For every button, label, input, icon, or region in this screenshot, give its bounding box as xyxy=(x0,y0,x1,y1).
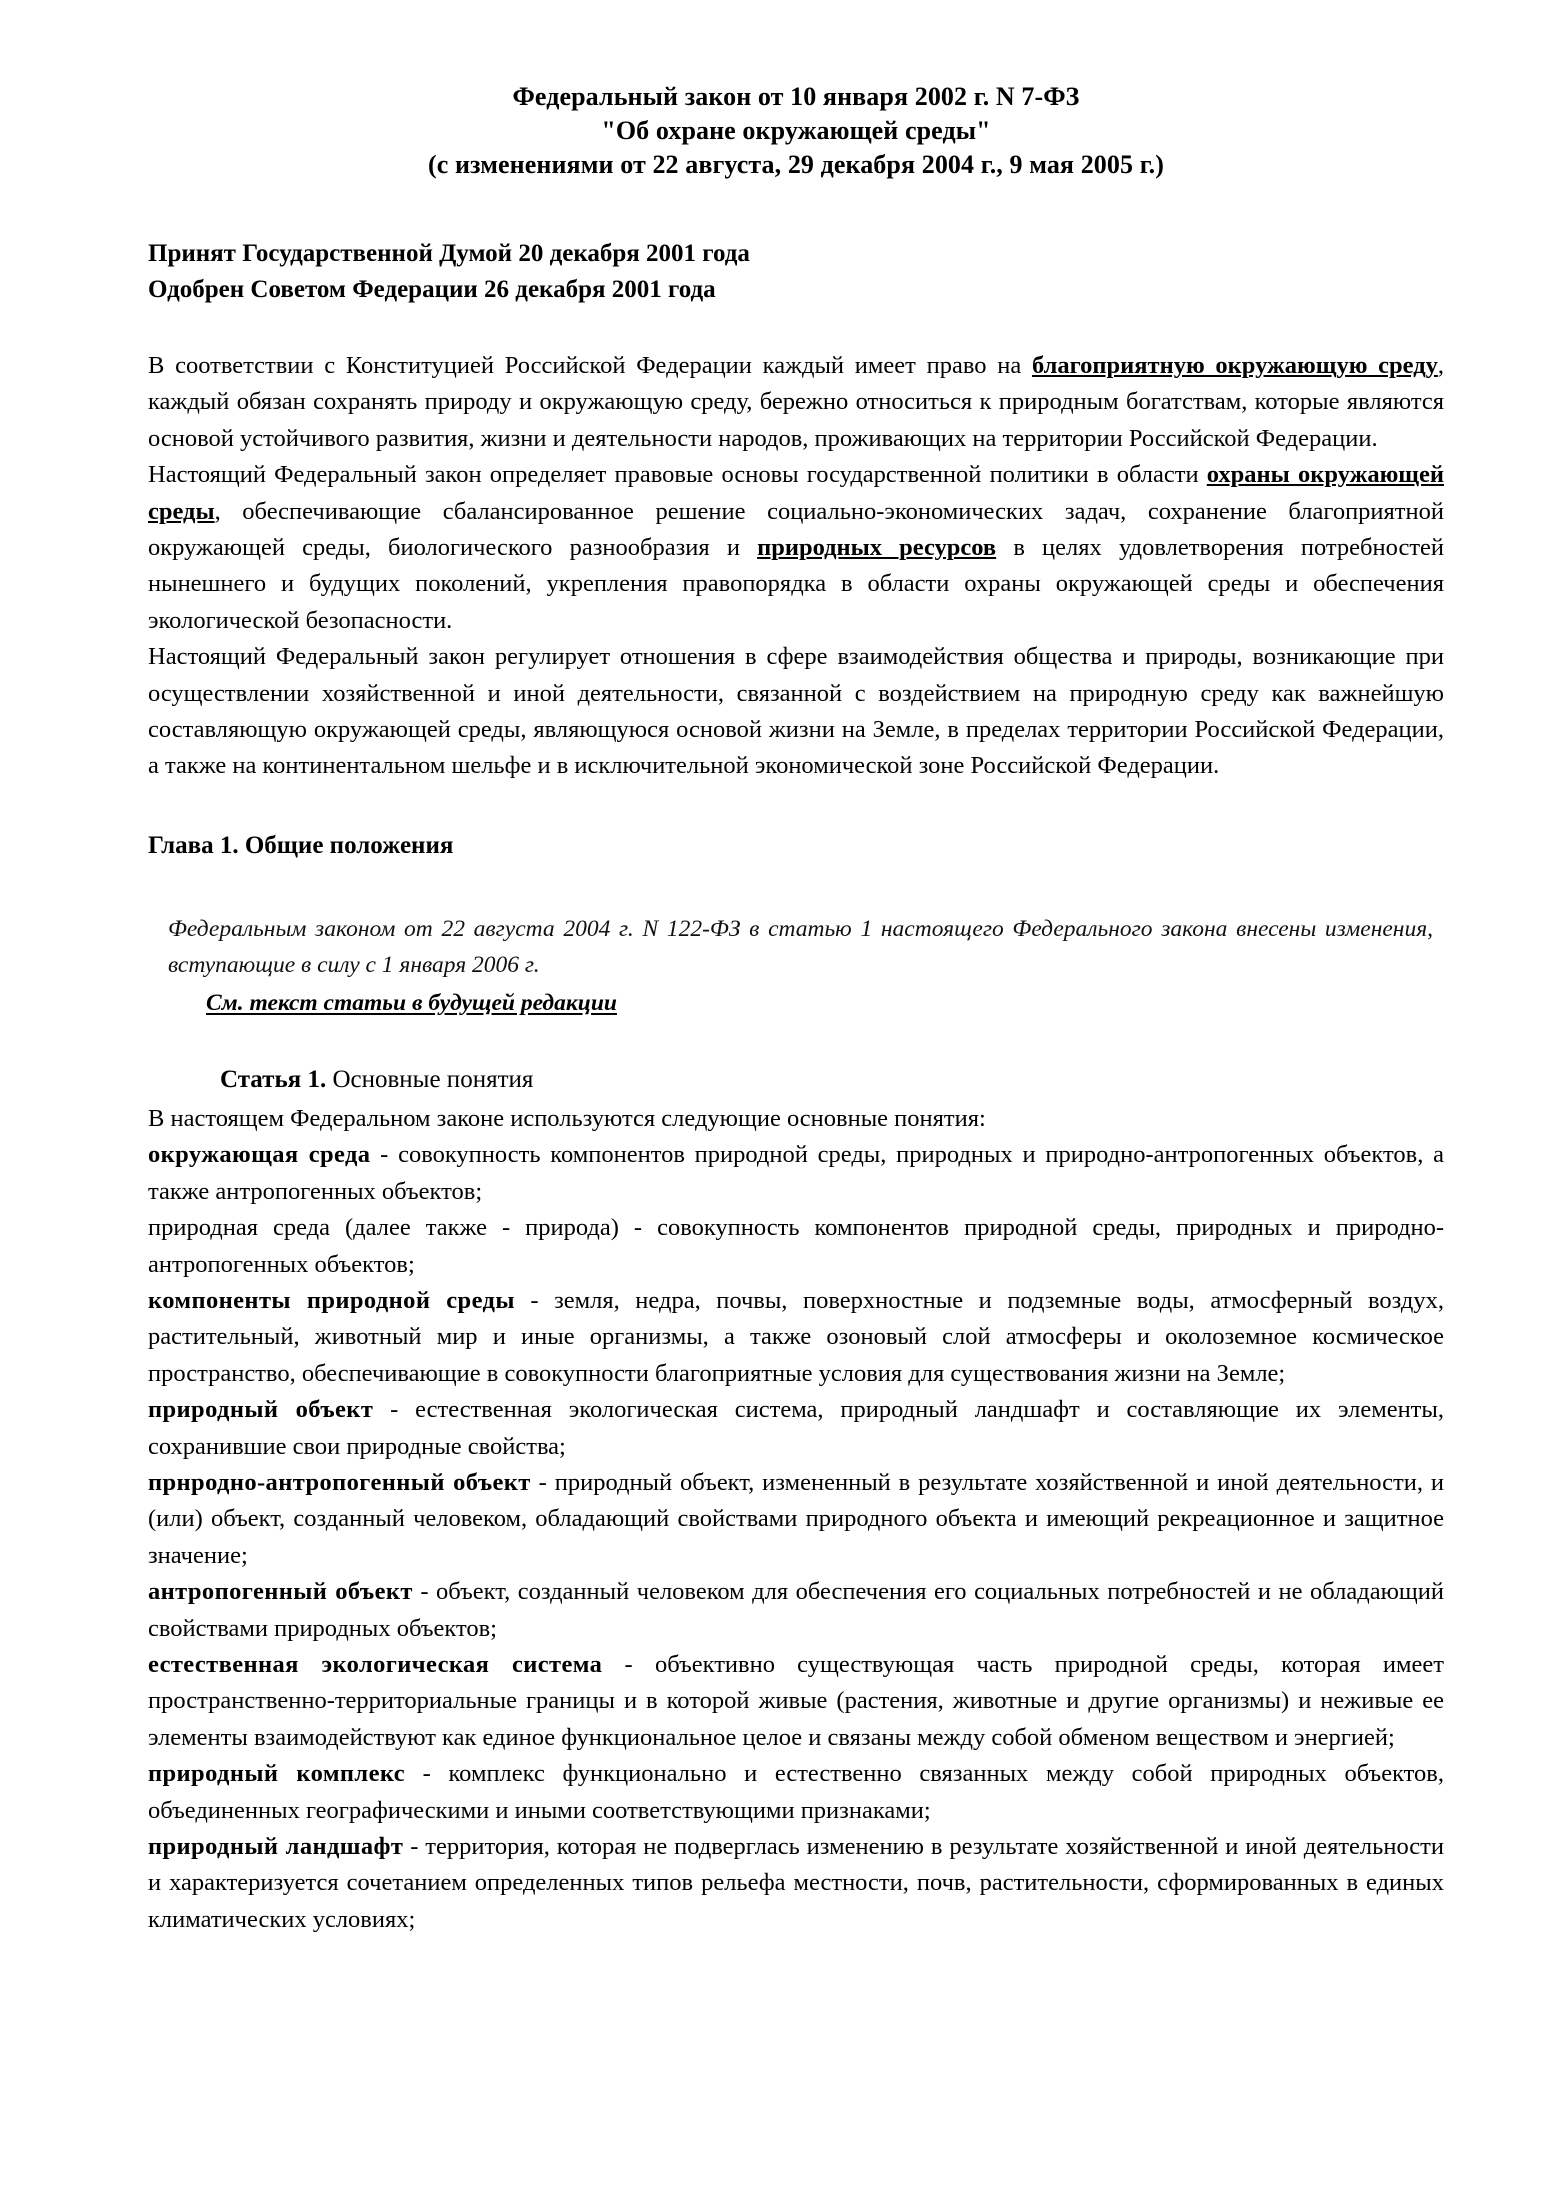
definition-body: - природный объект, измененный в результате хозяйственной и иной деятельности, и (или) объект, созданный человеком, обладающий свойствами природного объекта и имеющий рекреационное и защитное значение; xyxy=(148,1468,1444,1569)
definition-item xyxy=(148,1392,1444,1465)
definition-item xyxy=(148,1647,1444,1756)
chapter-heading: Глава 1. Общие положения xyxy=(148,831,454,859)
article-intro: В настоящем Федеральном законе используются следующие основные понятия: xyxy=(148,1104,986,1132)
link-future-edition-text[interactable]: См. текст статьи в будущей редакции xyxy=(206,989,617,1016)
amendment-note-link-row xyxy=(206,985,1433,1021)
preamble-paragraph-1 xyxy=(148,348,1444,457)
definition-body: - объективно существующая часть природной среды, которая имеет пространственно-территориальные границы и в которой живые (растения, животные и другие организмы) и неживые ее элементы взаимодействуют как единое функциональное целое и связаны между собой обменом веществом и энергией; xyxy=(148,1650,1445,1751)
page-content xyxy=(148,0,1444,1938)
definition-term: природный ландшафт xyxy=(148,1833,404,1860)
preamble-p2-text-b: , обеспечивающие сбалансированное решение социально-экономических задач, сохранение благоприятной окружающей среды, биологического разнообразия и xyxy=(148,497,1444,562)
definition-body: - территория, которая не подверглась изменению в результате хозяйственной и иной деятельности и характеризуется сочетанием определенных типов рельефа местности, почв, растительности, сформированных в единых климатических условиях; xyxy=(148,1833,1444,1933)
definition-body: природная среда (далее также - природа) - совокупность компонентов природной среды, природных и природно-антропогенных объектов; xyxy=(148,1214,1444,1278)
definition-term: естественная экологическая система xyxy=(148,1650,603,1678)
definition-item xyxy=(148,1574,1444,1647)
title-line-3: (с изменениями от 22 августа, 29 декабря 2004 г., 9 мая 2005 г.) xyxy=(427,150,1165,179)
preamble-paragraph-2 xyxy=(148,457,1444,639)
preamble-p2-text-c: в целях удовлетворения потребностей нынешнего и будущих поколений, укрепления правопорядка в области охраны окружающей среды и обеспечения экологической безопасности. xyxy=(148,534,1445,634)
definition-item xyxy=(148,1283,1444,1392)
definitions-list xyxy=(148,1101,1444,1938)
definition-term: природный объект xyxy=(148,1396,374,1424)
adoption-block xyxy=(148,236,1444,308)
definition-body: - естественная экологическая система, природный ландшафт и составляющие их элементы, сохранившие свои природные свойства; xyxy=(148,1396,1444,1460)
article-number: Статья 1. xyxy=(220,1065,327,1093)
title-line-2: "Об охране окружающей среды" xyxy=(601,116,991,145)
preamble-p1-text-b: , каждый обязан сохранять природу и окружающую среду, бережно относиться к природным богатствам, которые являются основой устойчивого развития, жизни и деятельности народов, проживающих на территории Российской Федерации. xyxy=(148,352,1444,452)
definition-term: природный комплекс xyxy=(148,1760,406,1788)
adopted-by-duma: Принят Государственной Думой 20 декабря 2001 года xyxy=(148,240,750,267)
preamble-p1-text-a: В соответствии с Конституцией Российской Федерации каждый имеет право на xyxy=(148,352,1033,379)
definition-item xyxy=(148,1210,1444,1283)
definition-term: компоненты природной среды xyxy=(148,1286,515,1314)
link-environmental-protection[interactable]: охраны окружающей среды xyxy=(148,461,1444,525)
definition-body: - земля, недра, почвы, поверхностные и подземные воды, атмосферный воздух, растительный, животный мир и иные организмы, а также озоновый слой атмосферы и околоземное космическое пространство, обеспечивающие в совокупности благоприятные условия для существования жизни на Земле; xyxy=(148,1286,1444,1387)
preamble-block xyxy=(148,348,1444,785)
amendment-note-text: Федеральным законом от 22 августа 2004 г. N 122-ФЗ в статью 1 настоящего Федерального закона внесены изменения, вступающие в силу с 1 января 2006 г. xyxy=(168,915,1433,978)
definition-item xyxy=(148,1137,1444,1210)
definition-item xyxy=(148,1465,1444,1574)
definition-term: антропогенный объект xyxy=(148,1578,413,1606)
definition-item xyxy=(148,1829,1444,1938)
preamble-paragraph-3: Настоящий Федеральный закон регулирует отношения в сфере взаимодействия общества и природы, возникающие при осуществлении хозяйственной и иной деятельности, связанной с воздействием на природную среду как важнейшую составляющую окружающей среды, являющуюся основой жизни на Земле, в пределах территории Российской Федерации, а также на континентальном шельфе и в исключительной экономической зоне Российской Федерации. xyxy=(148,643,1444,780)
title-line-1: Федеральный закон от 10 января 2002 г. N 7-ФЗ xyxy=(512,82,1080,111)
document-title xyxy=(148,80,1444,182)
article-heading xyxy=(220,1063,1444,1097)
link-favorable-environment[interactable]: благоприятную окружающую среду xyxy=(1032,352,1438,379)
definition-body: - комплекс функционально и естественно связанных между собой природных объектов, объединенных географическими и иными соответствующими признаками; xyxy=(148,1760,1444,1824)
amendment-note xyxy=(168,911,1433,1021)
preamble-p2-text-a: Настоящий Федеральный закон определяет правовые основы государственной политики в области xyxy=(148,461,1207,489)
approved-by-federation-council: Одобрен Советом Федерации 26 декабря 2001 года xyxy=(148,276,716,303)
definition-term: окружающая среда xyxy=(148,1141,371,1169)
definition-term: прнродно-антропогенный объект xyxy=(148,1468,531,1496)
article-name: Основные понятия xyxy=(332,1065,534,1093)
definition-body: - совокупность компонентов природной среды, природных и природно-антропогенных объектов, а также антропогенных объектов; xyxy=(148,1141,1444,1205)
link-natural-resources[interactable]: природных ресурсов xyxy=(757,534,997,562)
definition-item xyxy=(148,1756,1444,1829)
definition-body: - объект, созданный человеком для обеспечения его социальных потребностей и не обладающий свойствами природных объектов; xyxy=(148,1578,1444,1642)
